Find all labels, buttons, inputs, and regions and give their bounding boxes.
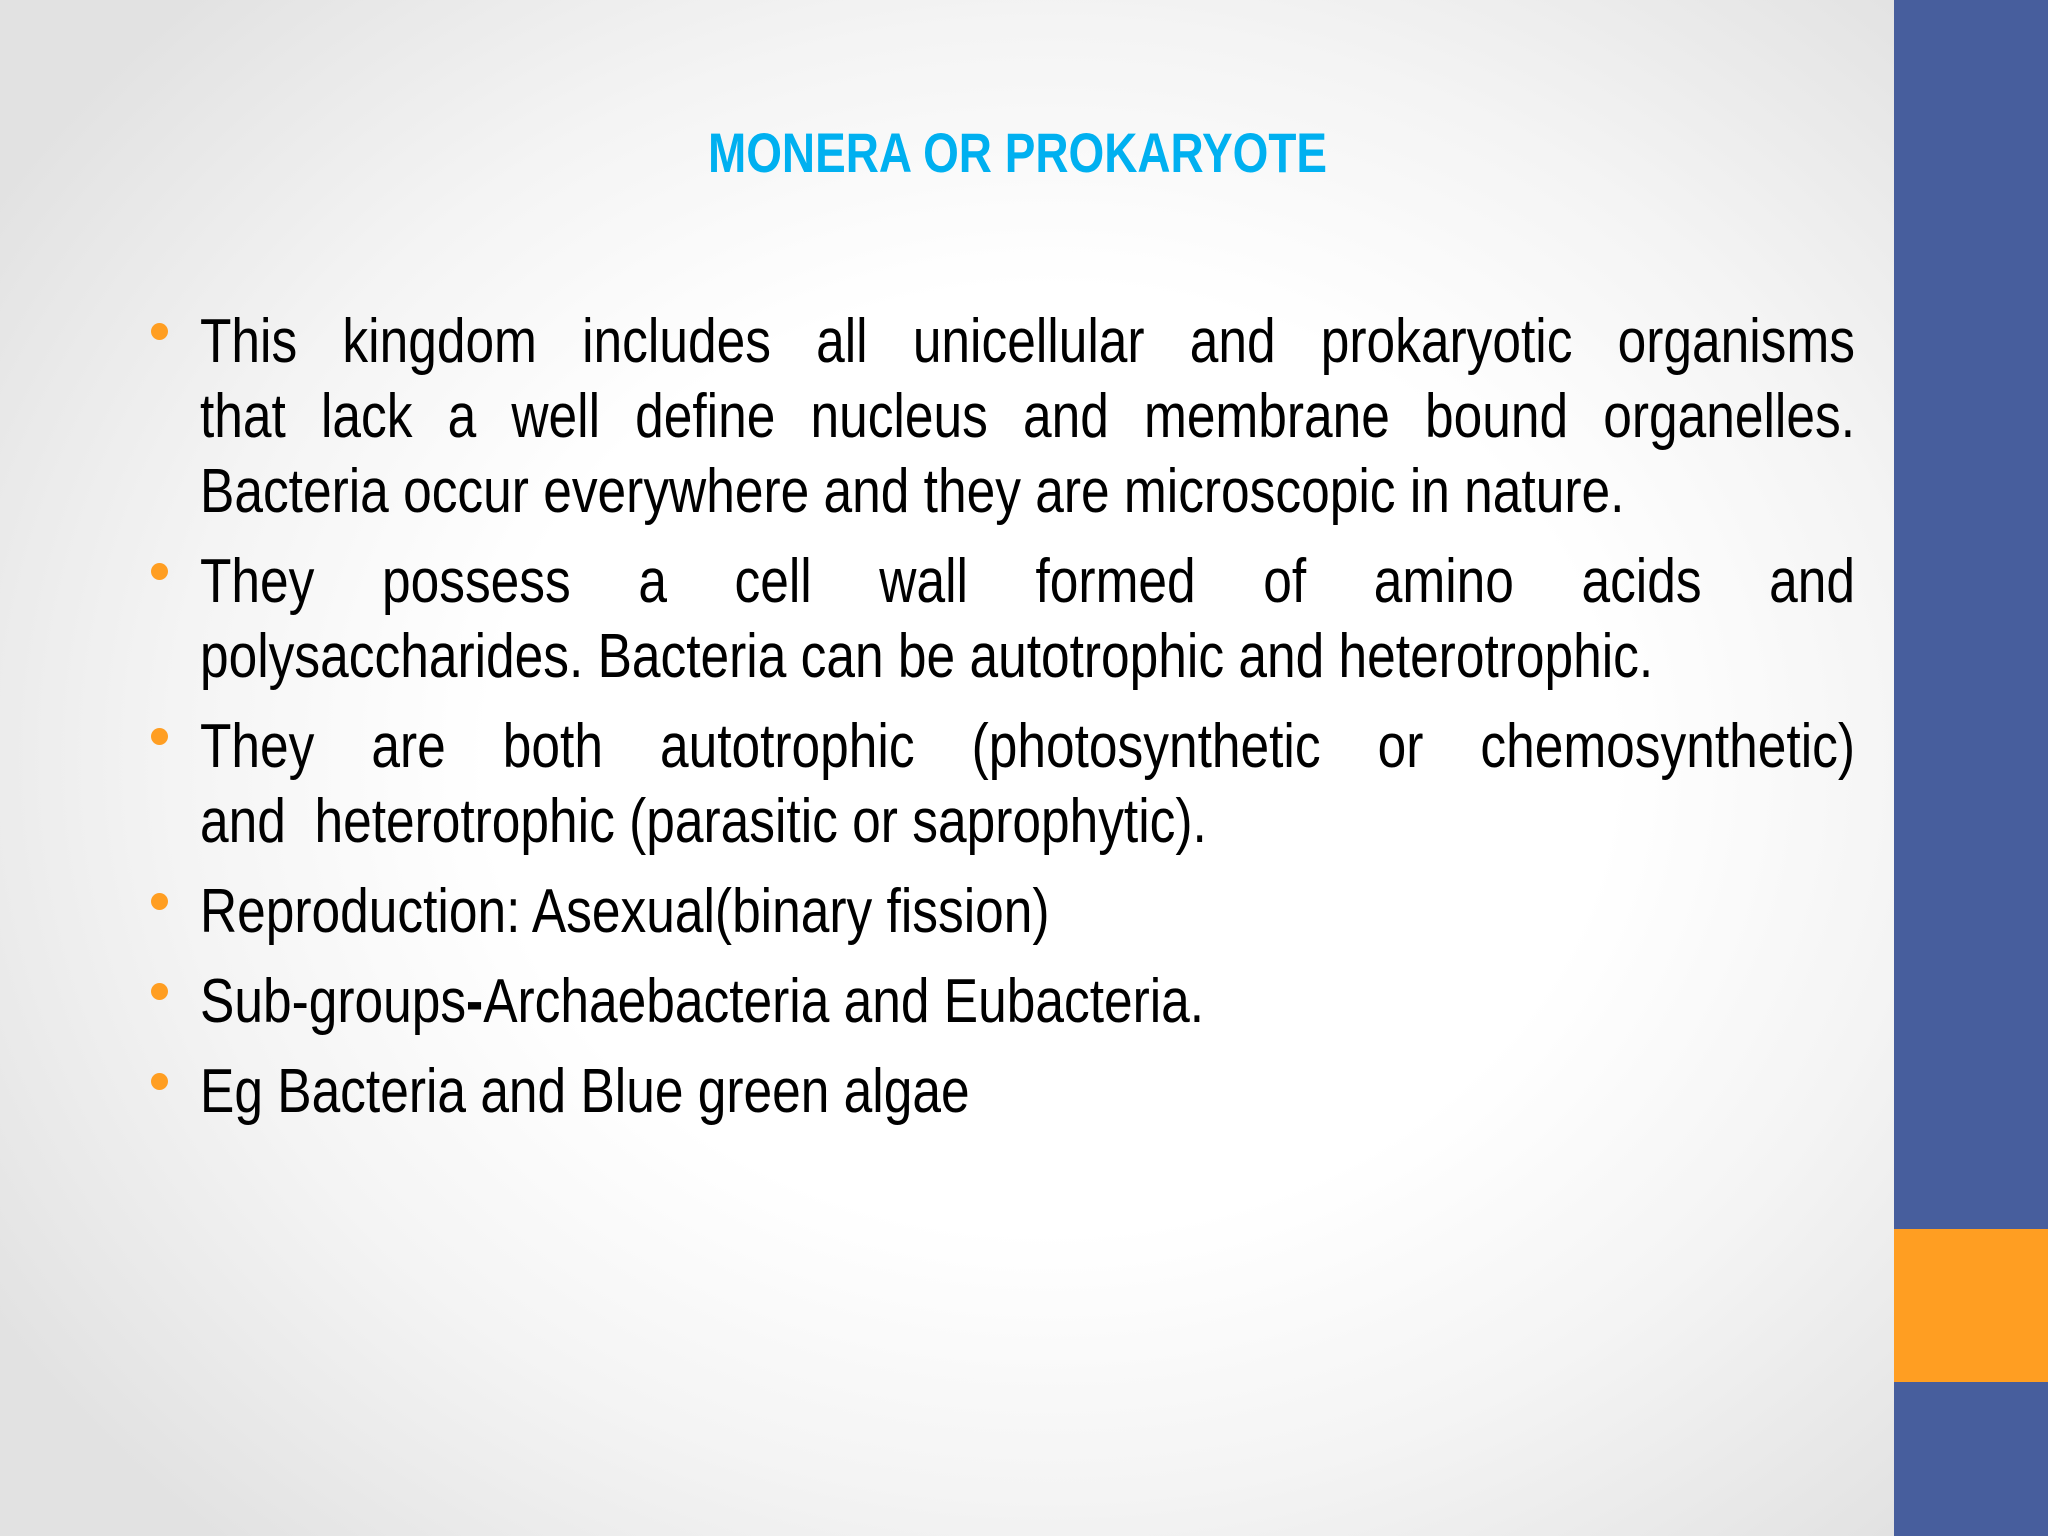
bullet-5-line-1 xyxy=(200,964,1204,1039)
bullet-3-line-1: They are both autotrophic (photosynthetic or chemosynthetic) xyxy=(200,712,1856,781)
bullet-dot-icon xyxy=(151,1073,168,1090)
bullet-dot-icon xyxy=(151,983,168,1000)
bullet-dot-icon xyxy=(151,893,168,910)
bullet-2-line-1: They possess a cell wall formed of amino acids and xyxy=(200,547,1856,616)
bullet-3-line-2: and heterotrophic (parasitic or saprophytic). xyxy=(200,787,1207,856)
bullet-5-dash: - xyxy=(466,967,484,1036)
bullet-dot-icon xyxy=(151,323,168,340)
bullet-5-text-after: Archaebacteria and Eubacteria. xyxy=(483,967,1205,1036)
slide-title-text: MONERA OR PROKARYOTE xyxy=(707,121,1328,184)
bullet-dot-icon xyxy=(151,728,168,745)
bullet-dot-icon xyxy=(151,563,168,580)
bullet-1-line-2: that lack a well define nucleus and membrane bound organelles. xyxy=(200,382,1856,451)
bullet-2-line-2: polysaccharides. Bacteria can be autotrophic and heterotrophic. xyxy=(200,622,1654,691)
bullet-6-line-1: Eg Bacteria and Blue green algae xyxy=(200,1057,970,1126)
bullet-1-line-1: This kingdom includes all unicellular and prokaryotic organisms xyxy=(200,307,1856,376)
side-accent-block xyxy=(1894,1229,2048,1382)
bullet-1-line-3: Bacteria occur everywhere and they are microscopic in nature. xyxy=(200,457,1625,526)
bullet-5-text-before: Sub-groups xyxy=(200,967,467,1036)
bullet-4-line-1: Reproduction: Asexual(binary fission) xyxy=(200,877,1050,946)
